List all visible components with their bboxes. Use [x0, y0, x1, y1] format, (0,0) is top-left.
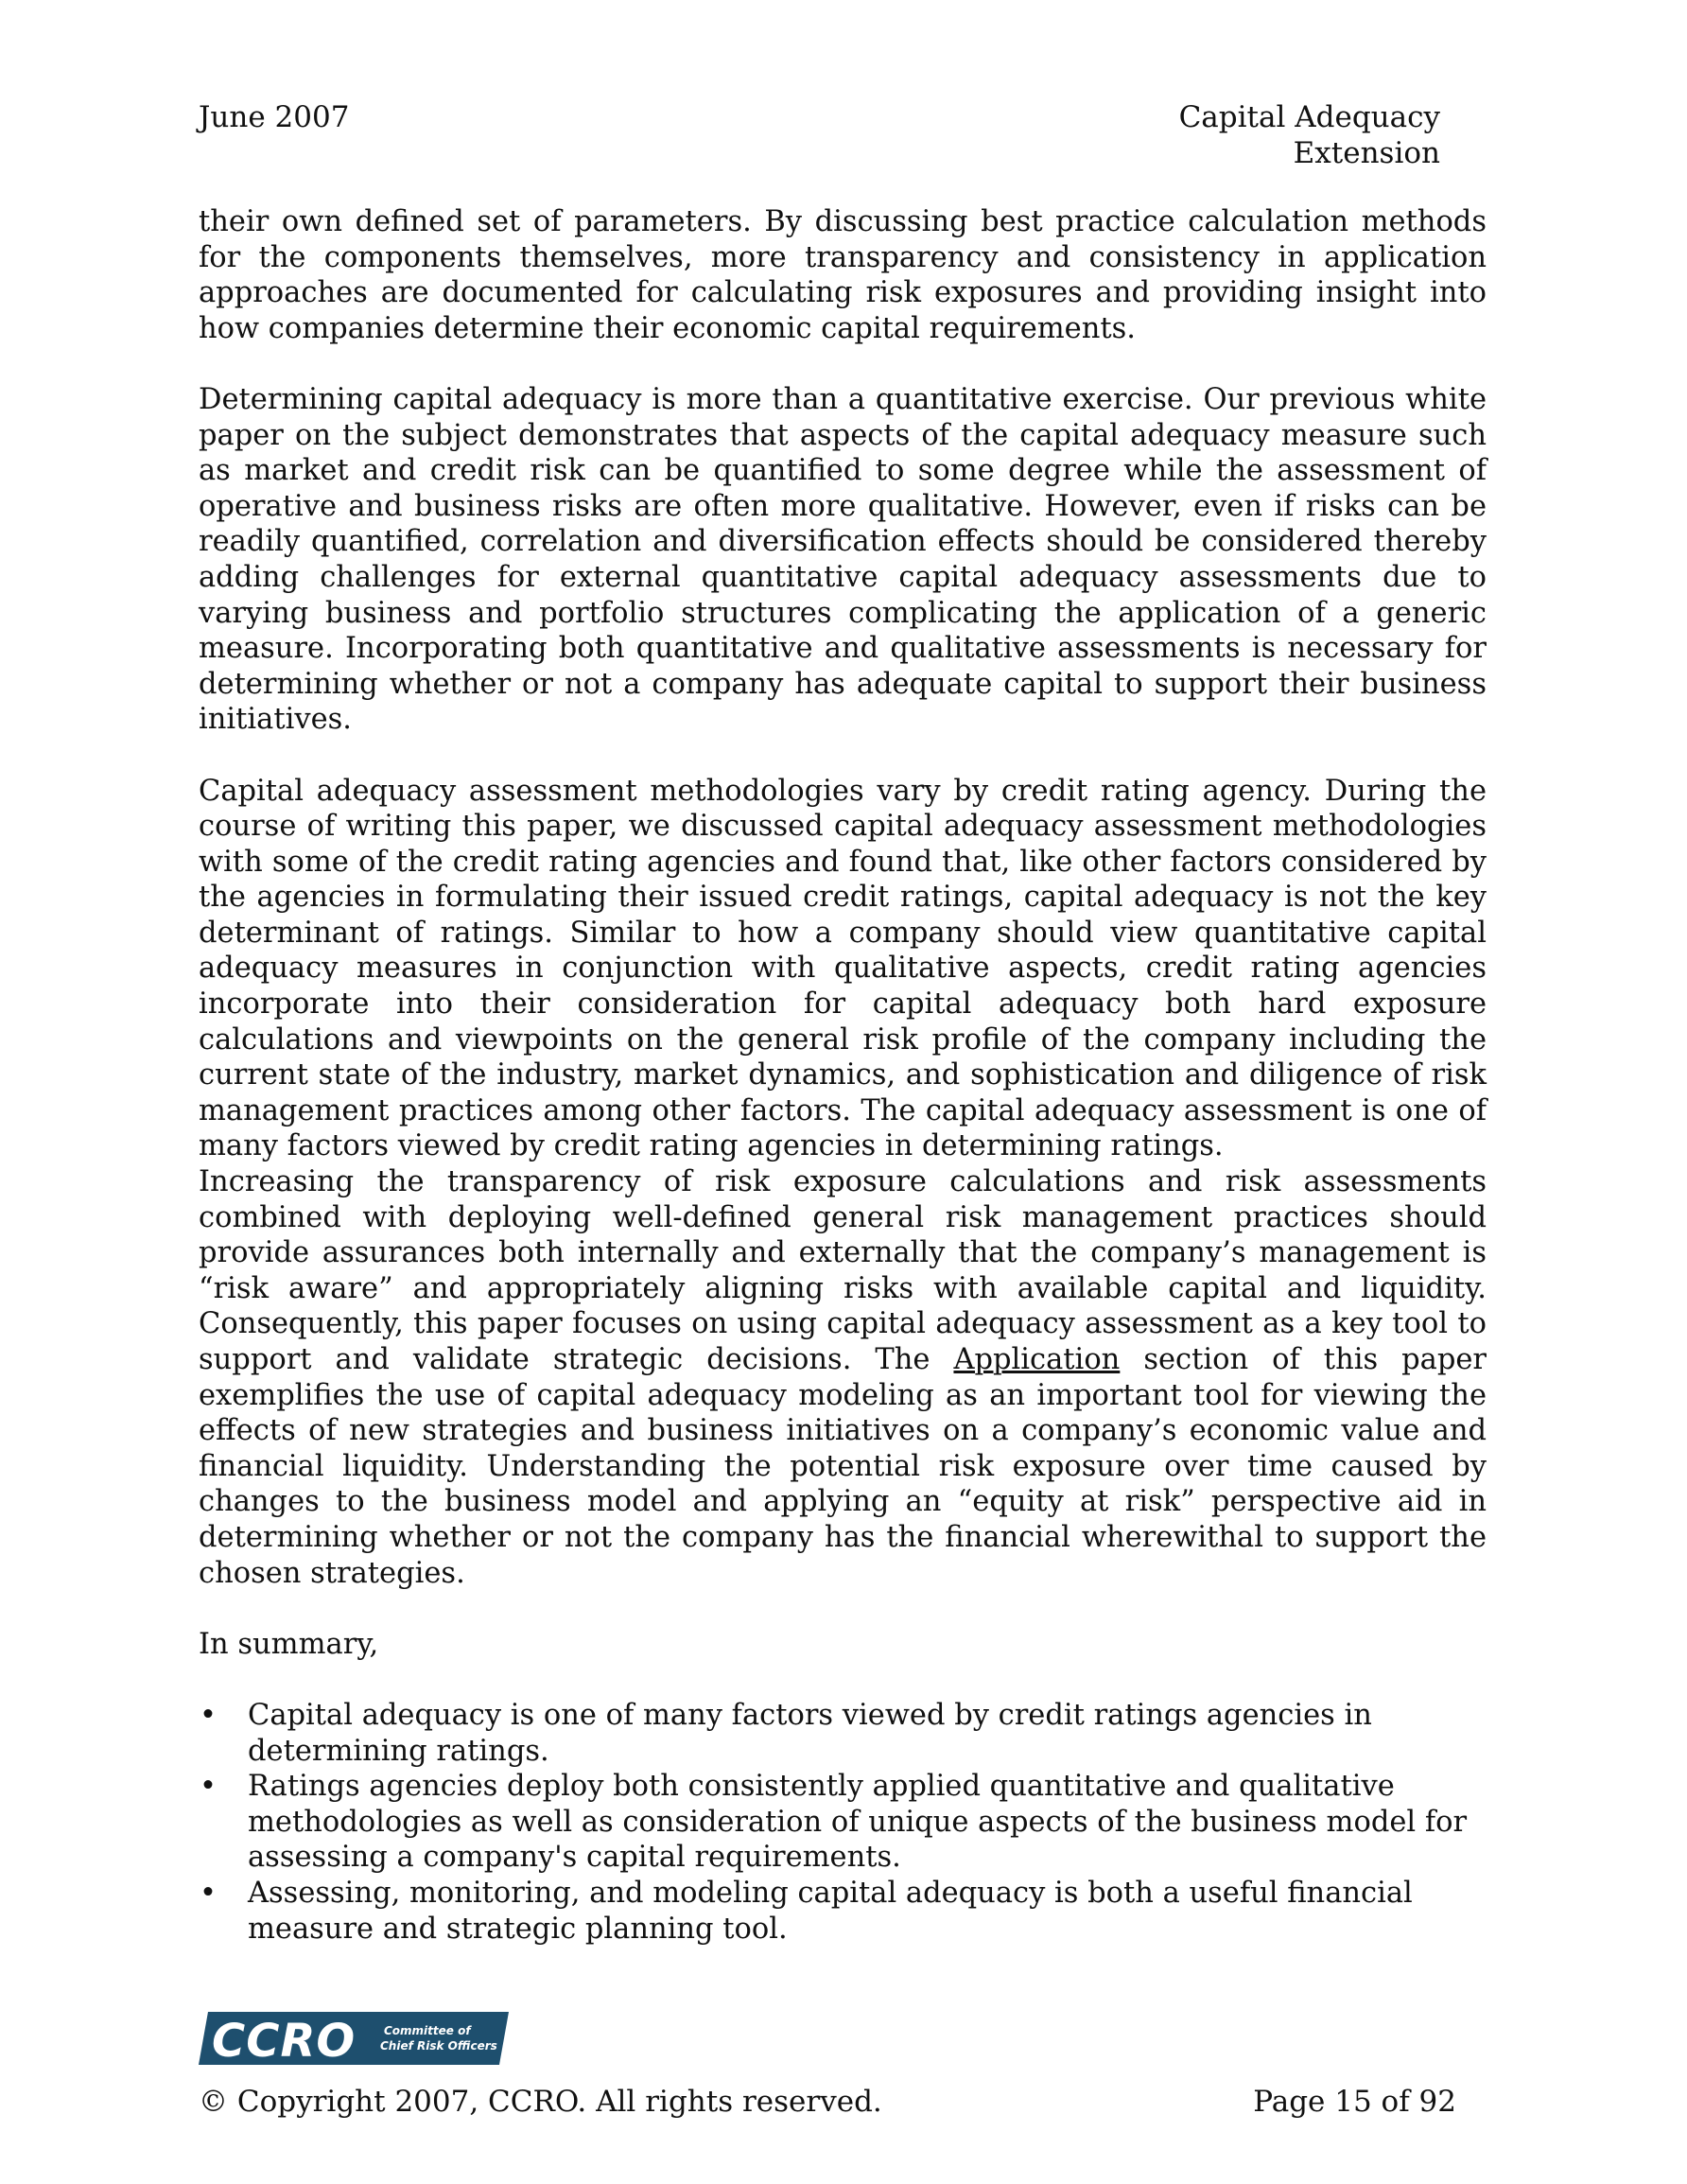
list-item: [199, 1698, 1487, 1769]
bullet-icon: •: [200, 1770, 217, 1804]
header-title: Capital Adequacy Extension: [1178, 100, 1440, 170]
bullet-icon: •: [200, 1698, 217, 1732]
body-text: [199, 204, 1487, 1947]
paragraph-1: their own defined set of parameters. By discussing best practice calculation methods for the components themselves, more transparency and consistency in application approaches are documented for calculating risk exposures and providing insight into how companies determine their economic capital requirements.: [199, 205, 1487, 345]
paragraph-4: [199, 1164, 1487, 1591]
paragraph-4-text-end: section of this paper exemplifies the use of capital adequacy modeling as an important tool for viewing the effects of new strategies and business initiatives on a company’s economic value and financial liquidity. Understanding the potential risk exposure over time caused by changes to the business model and applying an “equity at risk” perspective aid in determining whether or not the company has the financial wherewithal to support the chosen strategies.: [199, 1343, 1487, 1590]
paragraph-2: Determining capital adequacy is more than a quantitative exercise. Our previous white paper on the subject demonstrates that aspects of the capital adequacy measure such as market and credit risk can be quantified to some degree while the assessment of operative and business risks are often more qualitative. However, even if risks can be readily quantified, correlation and diversification effects should be considered thereby adding challenges for external quantitative capital adequacy assessments due to varying business and portfolio structures complicating the application of a generic measure. Incorporating both quantitative and qualitative assessments is necessary for determining whether or not a company has adequate capital to support their business initiatives.: [199, 382, 1487, 737]
ccro-logo: [199, 2012, 509, 2065]
summary-intro: In summary,: [199, 1627, 379, 1661]
logo-line-2: Chief Risk Officers: [380, 2039, 497, 2053]
logo-line-1: Committee of: [384, 2024, 471, 2037]
summary-list: [199, 1698, 1487, 1947]
footer-copyright: © Copyright 2007, CCRO. All rights reserved.: [199, 2085, 882, 2119]
list-item: [199, 1769, 1487, 1876]
paragraph-3: Capital adequacy assessment methodologies vary by credit rating agency. During the course of writing this paper, we discussed capital adequacy assessment methodologies with some of the credit rating agencies and found that, like other factors considered by the agencies in formulating their issued credit ratings, capital adequacy is not the key determinant of ratings. Similar to how a company should view quantitative capital adequacy measures in conjunction with qualitative aspects, credit rating agencies incorporate into their consideration for capital adequacy both hard exposure calculations and viewpoints on the general risk profile of the company including the current state of the industry, market dynamics, and sophistication and diligence of risk management practices among other factors. The capital adequacy assessment is one of many factors viewed by credit rating agencies in determining ratings.: [199, 774, 1487, 1163]
header-date: June 2007: [199, 100, 350, 134]
list-item-text: Assessing, monitoring, and modeling capital adequacy is both a useful financial measure and strategic planning tool.: [248, 1876, 1413, 1946]
paragraph-4-text-start: Increasing the transparency of risk exposure calculations and risk assessments combined with deploying well-defined general risk management practices should provide assurances both internally and externally that the company’s management is “risk aware” and appropriately aligning risks with available capital and liquidity. Consequently, this paper focuses on using capital adequacy assessment as a key tool to support and validate strategic decisions. The: [199, 1165, 1487, 1376]
list-item-text: Capital adequacy is one of many factors viewed by credit ratings agencies in determining ratings.: [248, 1698, 1372, 1768]
application-section-link[interactable]: Application: [953, 1343, 1121, 1376]
bullet-icon: •: [200, 1876, 217, 1910]
list-item-text: Ratings agencies deploy both consistently applied quantitative and qualitative methodologies as well as consideration of unique aspects of the business model for assessing a company's capital requirements.: [248, 1770, 1468, 1875]
footer-page-number: Page 15 of 92: [1253, 2085, 1456, 2119]
logo-wordmark: CCRO: [212, 2015, 357, 2065]
list-item: [199, 1876, 1487, 1947]
